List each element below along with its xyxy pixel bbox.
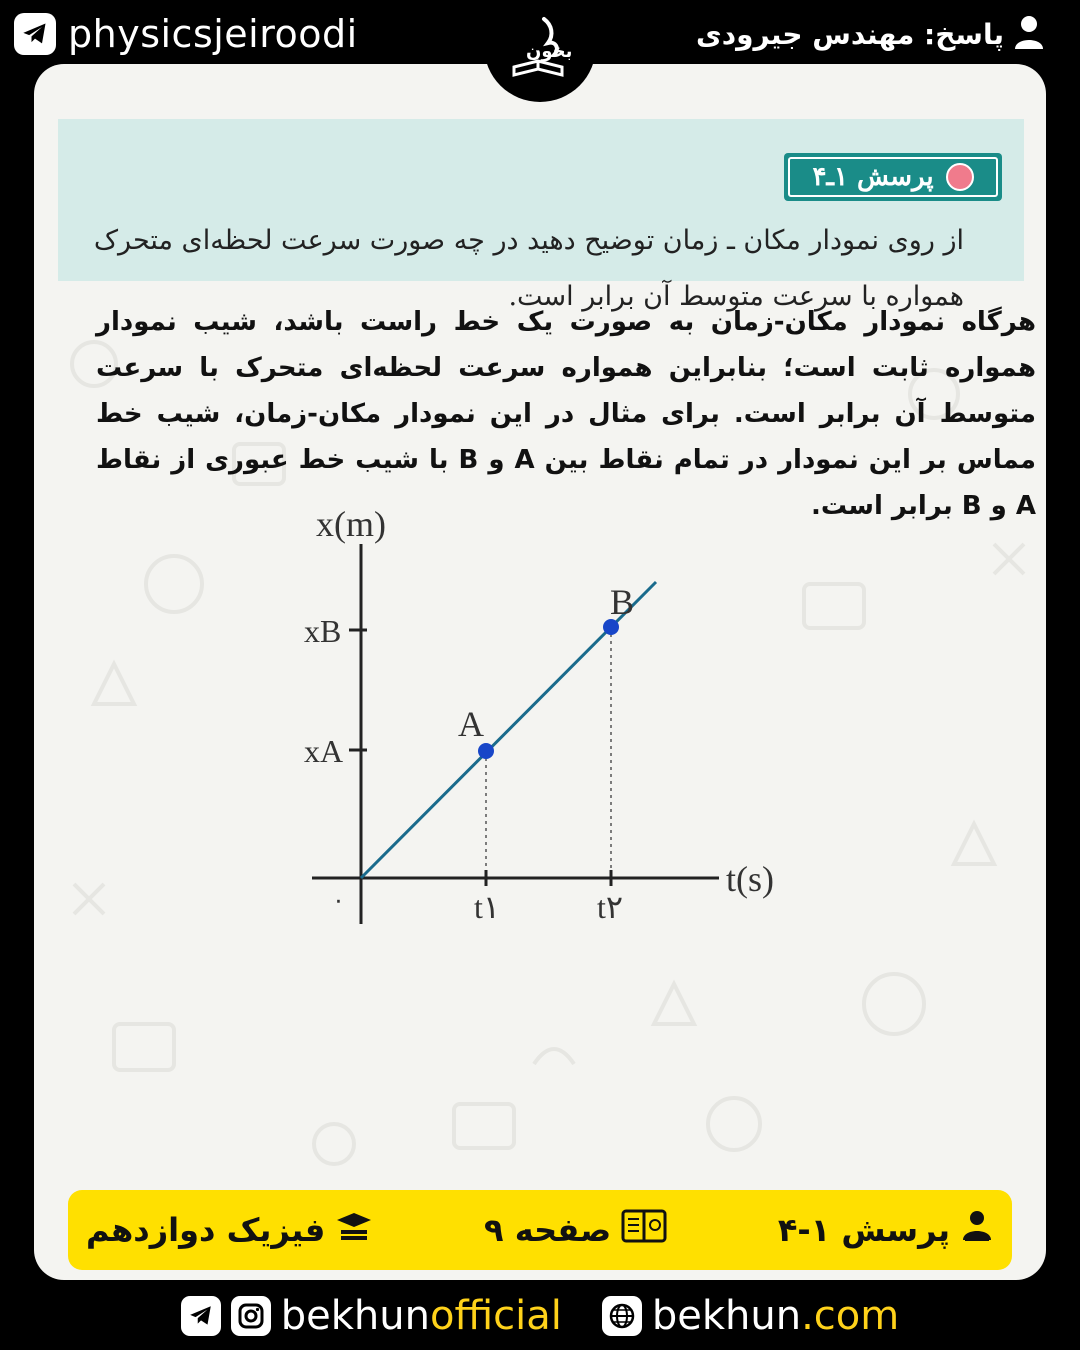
website-url: bekhun.com — [651, 1293, 900, 1339]
instagram-icon[interactable] — [231, 1296, 271, 1336]
x-tick-label-t2: t۲ — [597, 889, 624, 925]
website-link[interactable] — [602, 1293, 899, 1339]
question-box — [58, 119, 1024, 312]
point-b-label: B — [610, 582, 635, 622]
bottom-brand-row — [0, 1290, 1080, 1342]
graduation-cap-icon — [335, 1210, 373, 1250]
point-a — [478, 743, 494, 759]
footer-question: پرسش ۱-۴ — [778, 1210, 994, 1250]
question-tag — [784, 153, 1002, 201]
x-axis-label: t(s) — [726, 859, 774, 899]
answer-paragraph: هرگاه نمودار مکان-زمان به صورت یک خط راست باشد، شیب نمودار همواره ثابت است؛ بنابراین همواره سرعت لحظه‌ای متحرک با سرعت متوسط آن برابر است. برای مثال در این نمودار مکان-زمان، شیب خط مماس بر این نمودار در تمام نقاط بین A و B با شیب خط عبوری از نقاط A و B برابر است. — [96, 307, 1037, 521]
question-line-1: از روی نمودار مکان ـ زمان توضیح دهید در چه صورت سرعت لحظه‌ای متحرک — [93, 225, 964, 256]
logo-icon — [500, 11, 580, 91]
origin-label: ۰ — [332, 888, 345, 914]
telegram-icon — [14, 13, 56, 55]
svg-text:بخون: بخون — [526, 41, 573, 62]
content-card — [34, 64, 1046, 1280]
globe-icon — [602, 1296, 642, 1336]
author-label: پاسخ: مهندس جیرودی — [696, 17, 1004, 51]
footer-bar — [68, 1190, 1012, 1270]
answer-author — [696, 14, 1044, 54]
brand-handle: bekhunofficial — [280, 1293, 562, 1339]
y-tick-label-xa: xA — [304, 733, 344, 769]
footer-page: صفحه ۹ — [484, 1209, 667, 1251]
channel-handle: physicsjeiroodi — [68, 12, 358, 56]
y-axis-label: x(m) — [316, 504, 386, 544]
question-number: پرسش ۱ـ۴ — [812, 162, 934, 192]
point-a-label: A — [458, 704, 484, 744]
book-icon — [621, 1209, 667, 1251]
brand-logo — [484, 0, 596, 102]
teacher-icon — [960, 1210, 994, 1250]
telegram-handle[interactable] — [14, 12, 358, 56]
bullet-icon — [946, 163, 974, 191]
footer-book: فیزیک دوازدهم — [86, 1210, 373, 1250]
y-tick-label-xb: xB — [304, 613, 342, 649]
telegram-icon[interactable] — [181, 1296, 221, 1336]
x-tick-label-t1: t۱ — [474, 889, 501, 925]
question-line-2: همواره با سرعت متوسط آن برابر است. — [508, 281, 964, 312]
position-time-graph — [264, 494, 844, 934]
user-icon — [1014, 15, 1044, 53]
social-handle[interactable] — [181, 1293, 562, 1339]
